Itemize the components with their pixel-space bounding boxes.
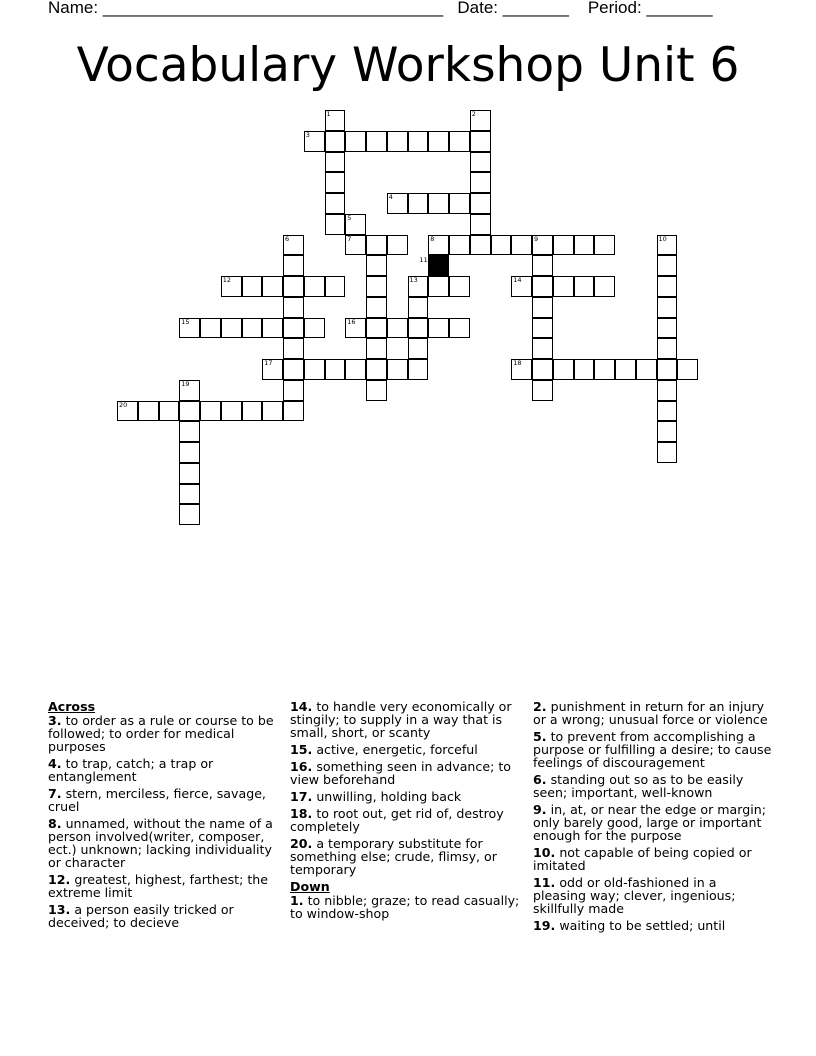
clues-column-3: [533, 700, 773, 936]
grid-cell[interactable]: [470, 152, 491, 173]
grid-cell[interactable]: [594, 359, 615, 380]
clue-text: a temporary substitute for something else; crude, flimsy, or temporary: [290, 836, 497, 877]
grid-cell[interactable]: [657, 255, 678, 276]
clue-num: 18.: [290, 806, 313, 821]
clue-text: waiting to be settled; until: [559, 918, 726, 933]
grid-cell[interactable]: [283, 235, 304, 256]
grid-cell[interactable]: [657, 421, 678, 442]
clue-item: [533, 876, 773, 915]
grid-cell[interactable]: [325, 359, 346, 380]
grid-cell[interactable]: [532, 359, 553, 380]
clue-num: 11.: [533, 875, 556, 890]
grid-cell[interactable]: [366, 297, 387, 318]
grid-cell[interactable]: [179, 484, 200, 505]
grid-cell[interactable]: [532, 255, 553, 276]
grid-cell[interactable]: [408, 276, 429, 297]
grid-cell[interactable]: [366, 380, 387, 401]
clue-num: 16.: [290, 759, 313, 774]
grid-cell[interactable]: [657, 380, 678, 401]
grid-cell[interactable]: [262, 276, 283, 297]
grid-cell[interactable]: [179, 421, 200, 442]
grid-cell[interactable]: [325, 172, 346, 193]
clue-number: 1: [326, 110, 331, 118]
clue-number: 20: [119, 400, 128, 409]
black-cell: [428, 255, 449, 276]
grid-cell[interactable]: [325, 131, 346, 152]
grid-cell[interactable]: [553, 359, 574, 380]
clue-item: [48, 714, 280, 753]
clue-text: to root out, get rid of, destroy completely: [290, 806, 504, 834]
grid-cell[interactable]: [553, 235, 574, 256]
grid-cell[interactable]: [179, 318, 200, 339]
grid-cell[interactable]: [657, 338, 678, 359]
grid-cell[interactable]: [200, 318, 221, 339]
clue-text: greatest, highest, farthest; the extreme limit: [48, 872, 268, 900]
clue-item: [533, 919, 773, 932]
clue-number: 19: [181, 379, 190, 388]
clue-text: standing out so as to be easily seen; important, well-known: [533, 772, 744, 800]
grid-cell[interactable]: [449, 193, 470, 214]
grid-cell[interactable]: [242, 318, 263, 339]
grid-cell[interactable]: [532, 276, 553, 297]
period-blank[interactable]: _______: [646, 0, 713, 17]
grid-cell[interactable]: [242, 276, 263, 297]
grid-cell[interactable]: [408, 318, 429, 339]
grid-cell[interactable]: [366, 255, 387, 276]
grid-cell[interactable]: [283, 297, 304, 318]
grid-cell[interactable]: [574, 359, 595, 380]
clue-number: 15: [181, 317, 190, 326]
grid-cell[interactable]: [428, 235, 449, 256]
grid-cell[interactable]: [304, 318, 325, 339]
grid-cell[interactable]: [615, 359, 636, 380]
clue-num: 20.: [290, 836, 313, 851]
grid-cell[interactable]: [657, 359, 678, 380]
grid-cell[interactable]: [325, 276, 346, 297]
clue-number: 5: [347, 213, 352, 222]
grid-cell[interactable]: [657, 318, 678, 339]
grid-cell[interactable]: [179, 380, 200, 401]
grid-cell[interactable]: [470, 172, 491, 193]
clue-text: something seen in advance; to view beforehand: [290, 759, 511, 787]
clue-number: 18: [513, 359, 522, 367]
clue-number: 2: [471, 110, 476, 118]
grid-cell[interactable]: [179, 442, 200, 463]
grid-cell[interactable]: [283, 401, 304, 422]
grid-cell[interactable]: [657, 442, 678, 463]
grid-cell[interactable]: [387, 131, 408, 152]
clue-text: unnamed, without the name of a person involved(writer, composer, ect.) unknown; lacking individuality or character: [48, 816, 273, 870]
grid-cell[interactable]: [449, 318, 470, 339]
grid-cell[interactable]: [179, 401, 200, 422]
clue-number: 13: [409, 276, 418, 284]
clue-text: to handle very economically or stingily; to supply in a way that is small, short, or scanty: [290, 699, 512, 740]
clue-item: [533, 773, 773, 799]
grid-cell[interactable]: [677, 359, 698, 380]
clue-num: 1.: [290, 893, 304, 908]
clue-item: [290, 743, 524, 756]
grid-cell[interactable]: [159, 401, 180, 422]
clue-text: active, energetic, forceful: [316, 742, 478, 757]
clue-num: 8.: [48, 816, 62, 831]
clue-num: 17.: [290, 789, 313, 804]
clue-text: stern, merciless, fierce, savage, cruel: [48, 786, 266, 814]
grid-cell[interactable]: [470, 214, 491, 235]
grid-cell[interactable]: [179, 504, 200, 525]
clues-column-1: [48, 700, 280, 933]
grid-cell[interactable]: [408, 359, 429, 380]
grid-cell[interactable]: [242, 401, 263, 422]
grid-cell[interactable]: [345, 359, 366, 380]
clue-text: a person easily tricked or deceived; to decieve: [48, 902, 234, 930]
clue-number: 17: [264, 359, 273, 367]
grid-cell[interactable]: [532, 338, 553, 359]
grid-cell[interactable]: [304, 131, 325, 152]
grid-cell[interactable]: [511, 359, 532, 380]
grid-cell[interactable]: [304, 359, 325, 380]
clue-heading: Down: [290, 879, 330, 894]
clue-text: unwilling, holding back: [316, 789, 462, 804]
grid-cell[interactable]: [449, 235, 470, 256]
grid-cell[interactable]: [366, 338, 387, 359]
grid-cell[interactable]: [366, 318, 387, 339]
grid-cell[interactable]: [657, 297, 678, 318]
clue-item: [533, 846, 773, 872]
clue-num: 3.: [48, 713, 62, 728]
grid-cell[interactable]: [304, 276, 325, 297]
grid-cell[interactable]: [470, 131, 491, 152]
grid-cell[interactable]: [262, 401, 283, 422]
clue-text: to order as a rule or course to be followed; to order for medical purposes: [48, 713, 274, 754]
grid-cell[interactable]: [117, 401, 138, 422]
clue-item: [533, 803, 773, 842]
grid-cell[interactable]: [221, 318, 242, 339]
clue-number: 12: [222, 276, 232, 284]
grid-cell[interactable]: [408, 297, 429, 318]
date-blank[interactable]: _______: [502, 0, 569, 17]
clue-num: 5.: [533, 729, 547, 744]
clue-num: 13.: [48, 902, 71, 917]
date-label: Date:: [457, 0, 498, 17]
grid-cell[interactable]: [470, 235, 491, 256]
clue-item: [290, 894, 524, 920]
grid-cell[interactable]: [408, 338, 429, 359]
grid-cell[interactable]: [200, 401, 221, 422]
clue-item: [533, 730, 773, 769]
clue-number: 9: [534, 234, 539, 243]
grid-cell[interactable]: [366, 276, 387, 297]
clues-column-2: [290, 700, 524, 924]
clue-number: 4: [388, 193, 393, 201]
clue-number: 10: [658, 234, 667, 243]
grid-cell[interactable]: [325, 110, 346, 131]
grid-cell[interactable]: [657, 235, 678, 256]
clue-number: 3: [305, 130, 310, 139]
clue-text: in, at, or near the edge or margin; only barely good, large or important enough for the purpose: [533, 802, 766, 843]
clue-num: 10.: [533, 845, 556, 860]
period-label: Period:: [587, 0, 642, 17]
clue-text: punishment in return for an injury or a wrong; unusual force or violence: [533, 699, 768, 727]
grid-cell[interactable]: [221, 276, 242, 297]
grid-cell[interactable]: [553, 276, 574, 297]
grid-cell[interactable]: [511, 276, 532, 297]
clue-num: 7.: [48, 786, 62, 801]
grid-cell[interactable]: [283, 276, 304, 297]
clue-item: [290, 807, 524, 833]
clue-num: 14.: [290, 699, 313, 714]
grid-cell[interactable]: [428, 131, 449, 152]
grid-cell[interactable]: [262, 318, 283, 339]
clue-number: 7: [347, 234, 352, 243]
clue-number: 14: [513, 276, 522, 284]
clue-item: [48, 873, 280, 899]
grid-cell[interactable]: [428, 318, 449, 339]
clue-text: not capable of being copied or imitated: [533, 845, 752, 873]
name-label: Name:: [48, 0, 99, 17]
grid-cell[interactable]: [574, 276, 595, 297]
grid-cell[interactable]: [657, 276, 678, 297]
grid-cell[interactable]: [428, 276, 449, 297]
clue-item: [290, 700, 524, 739]
grid-cell[interactable]: [283, 359, 304, 380]
grid-cell[interactable]: [594, 235, 615, 256]
grid-cell[interactable]: [325, 214, 346, 235]
clue-num: 19.: [533, 918, 556, 933]
grid-cell[interactable]: [325, 193, 346, 214]
grid-cell[interactable]: [408, 131, 429, 152]
clue-text: to prevent from accomplishing a purpose or fulfilling a desire; to cause feelings of discouragement: [533, 729, 772, 770]
clue-heading: Across: [48, 699, 96, 714]
grid-cell[interactable]: [532, 235, 553, 256]
clue-number: 6: [285, 234, 290, 243]
grid-cell[interactable]: [138, 401, 159, 422]
grid-cell[interactable]: [387, 235, 408, 256]
name-blank[interactable]: ____________________________________: [102, 0, 444, 17]
clue-text: to nibble; graze; to read casually; to window-shop: [290, 893, 520, 921]
clue-text: odd or old-fashioned in a pleasing way; clever, ingenious; skillfully made: [533, 875, 736, 916]
clue-item: [533, 700, 773, 726]
grid-cell[interactable]: [657, 401, 678, 422]
clue-item: [290, 837, 524, 876]
grid-cell[interactable]: [470, 110, 491, 131]
grid-cell[interactable]: [532, 318, 553, 339]
clue-num: 12.: [48, 872, 71, 887]
clue-num: 6.: [533, 772, 547, 787]
clue-item: [48, 817, 280, 869]
grid-cell[interactable]: [179, 463, 200, 484]
grid-cell[interactable]: [594, 276, 615, 297]
grid-cell[interactable]: [283, 380, 304, 401]
clue-num: 15.: [290, 742, 313, 757]
page-title: Vocabulary Workshop Unit 6: [76, 38, 740, 93]
clue-item: [290, 790, 524, 803]
grid-cell[interactable]: [283, 338, 304, 359]
clue-num: 2.: [533, 699, 547, 714]
clue-item: [48, 757, 280, 783]
grid-cell[interactable]: [387, 359, 408, 380]
grid-cell[interactable]: [428, 193, 449, 214]
clue-item: [48, 903, 280, 929]
grid-cell[interactable]: [366, 359, 387, 380]
grid-cell[interactable]: [283, 318, 304, 339]
grid-cell[interactable]: [408, 193, 429, 214]
clue-item: [290, 760, 524, 786]
grid-cell[interactable]: [449, 131, 470, 152]
grid-cell[interactable]: [574, 235, 595, 256]
grid-cell[interactable]: [345, 131, 366, 152]
grid-cell[interactable]: [491, 235, 512, 256]
grid-cell[interactable]: [532, 297, 553, 318]
grid-cell[interactable]: [325, 152, 346, 173]
grid-cell[interactable]: [511, 235, 532, 256]
grid-cell[interactable]: [345, 214, 366, 235]
clue-num: 4.: [48, 756, 62, 771]
clue-number: 11: [419, 256, 428, 265]
grid-cell[interactable]: [366, 131, 387, 152]
grid-cell[interactable]: [470, 193, 491, 214]
grid-cell[interactable]: [262, 359, 283, 380]
grid-cell[interactable]: [387, 193, 408, 214]
grid-cell[interactable]: [345, 235, 366, 256]
clue-number: 8: [430, 234, 435, 243]
clue-item: [48, 787, 280, 813]
grid-cell[interactable]: [449, 276, 470, 297]
grid-cell[interactable]: [636, 359, 657, 380]
grid-cell[interactable]: [345, 318, 366, 339]
grid-cell[interactable]: [387, 318, 408, 339]
clue-num: 9.: [533, 802, 547, 817]
grid-cell[interactable]: [366, 235, 387, 256]
grid-cell[interactable]: [532, 380, 553, 401]
grid-cell[interactable]: [221, 401, 242, 422]
grid-cell[interactable]: [283, 255, 304, 276]
clue-number: 16: [347, 317, 356, 326]
clue-text: to trap, catch; a trap or entanglement: [48, 756, 214, 784]
